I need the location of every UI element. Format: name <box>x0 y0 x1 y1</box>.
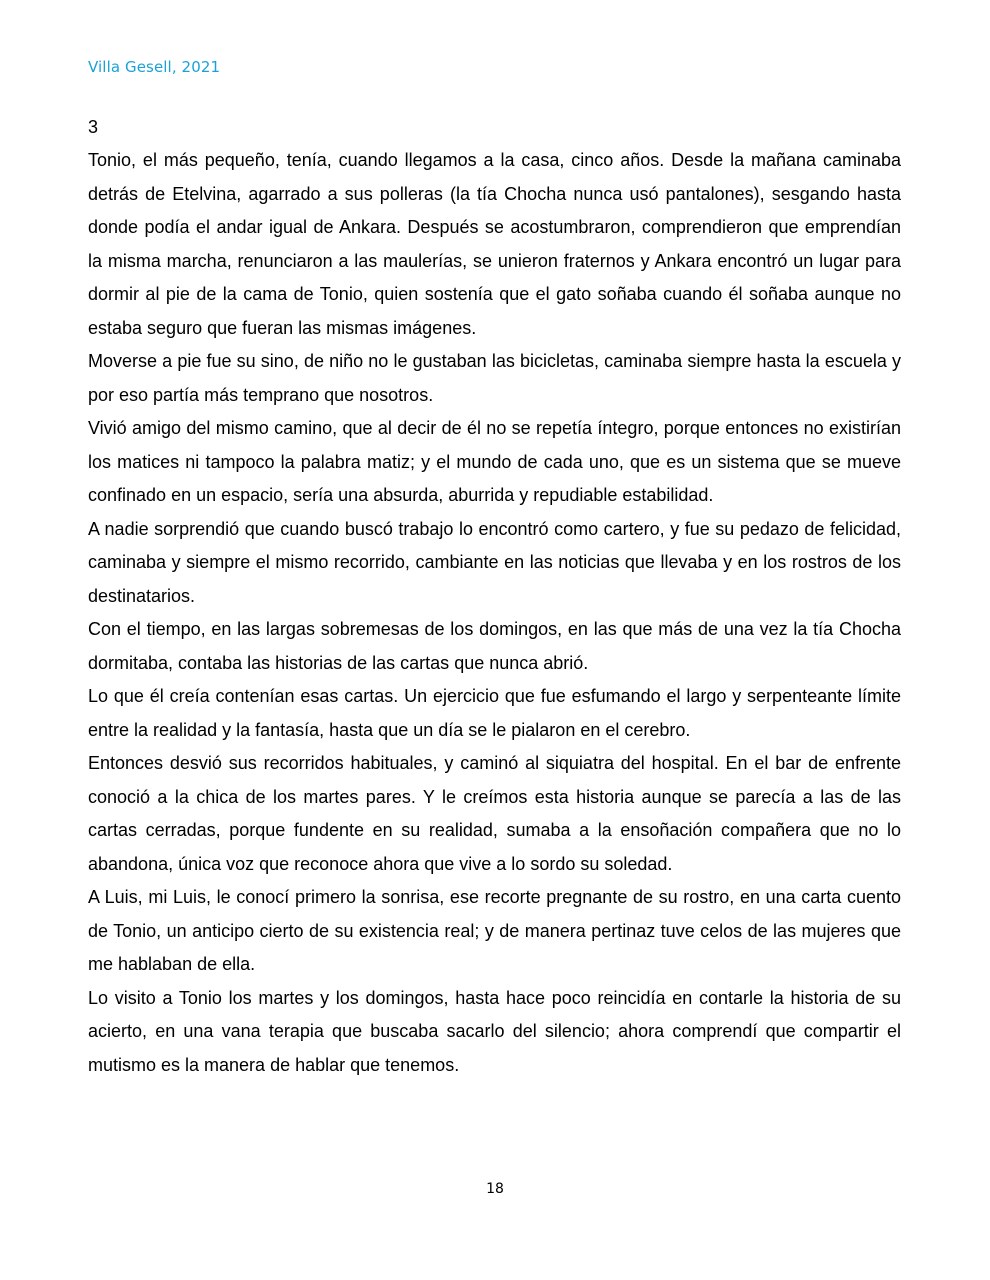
paragraph: A nadie sorprendió que cuando buscó trabajo lo encontró como cartero, y fue su pedazo de felicidad, caminaba y siempre el mismo recorrido, cambiante en las noticias que llevaba y en los rostros de los destinatarios. <box>88 518 901 606</box>
paragraph: A Luis, mi Luis, le conocí primero la sonrisa, ese recorte pregnante de su rostro, en una carta cuento de Tonio, un anticipo cierto de su existencia real; y de manera pertinaz tuve celos de las mujeres que me hablaban de ella. <box>88 887 901 974</box>
chapter-body <box>88 144 901 1082</box>
paragraph: Moverse a pie fue su sino, de niño no le gustaban las bicicletas, caminaba siempre hasta la escuela y por eso partía más temprano que nosotros. <box>88 351 901 405</box>
page-number: 18 <box>486 1181 504 1197</box>
paragraph: Lo visito a Tonio los martes y los domingos, hasta hace poco reincidía en contarle la historia de su acierto, en una vana terapia que buscaba sacarlo del silencio; ahora comprendí que compartir el mutismo es la manera de hablar que tenemos. <box>88 987 901 1075</box>
page-header: Villa Gesell, 2021 <box>88 58 221 76</box>
paragraph: Lo que él creía contenían esas cartas. Un ejercicio que fue esfumando el largo y serpenteante límite entre la realidad y la fantasía, hasta que un día se le pialaron en el cerebro. <box>88 686 901 740</box>
paragraph: Vivió amigo del mismo camino, que al decir de él no se repetía íntegro, porque entonces no existirían los matices ni tampoco la palabra matiz; y el mundo de cada uno, que es un sistema que se mueve confinado en un espacio, sería una absurda, aburrida y repudiable estabilidad. <box>88 418 901 505</box>
paragraph: Tonio, el más pequeño, tenía, cuando llegamos a la casa, cinco años. Desde la mañana caminaba detrás de Etelvina, agarrado a sus polleras (la tía Chocha nunca usó pantalones), sesgando hasta donde podía el andar igual de Ankara. Después se acostumbraron, comprendieron que emprendían la misma marcha, renunciaron a las maulerías, se unieron fraternos y Ankara encontró un lugar para dormir al pie de la cama de Tonio, quien sostenía que el gato soñaba cuando él soñaba aunque no estaba seguro que fueran las mismas imágenes. <box>88 150 901 338</box>
paragraph: Entonces desvió sus recorridos habituales, y caminó al siquiatra del hospital. En el bar de enfrente conoció a la chica de los martes pares. Y le creímos esta historia aunque se parecía a las de las cartas cerradas, porque fundente en su realidad, sumaba a la ensoñación compañera que no lo abandona, única voz que reconoce ahora que vive a lo sordo su soledad. <box>88 753 901 874</box>
chapter-number: 3 <box>88 117 99 137</box>
paragraph: Con el tiempo, en las largas sobremesas de los domingos, en las que más de una vez la tía Chocha dormitaba, contaba las historias de las cartas que nunca abrió. <box>88 619 901 673</box>
